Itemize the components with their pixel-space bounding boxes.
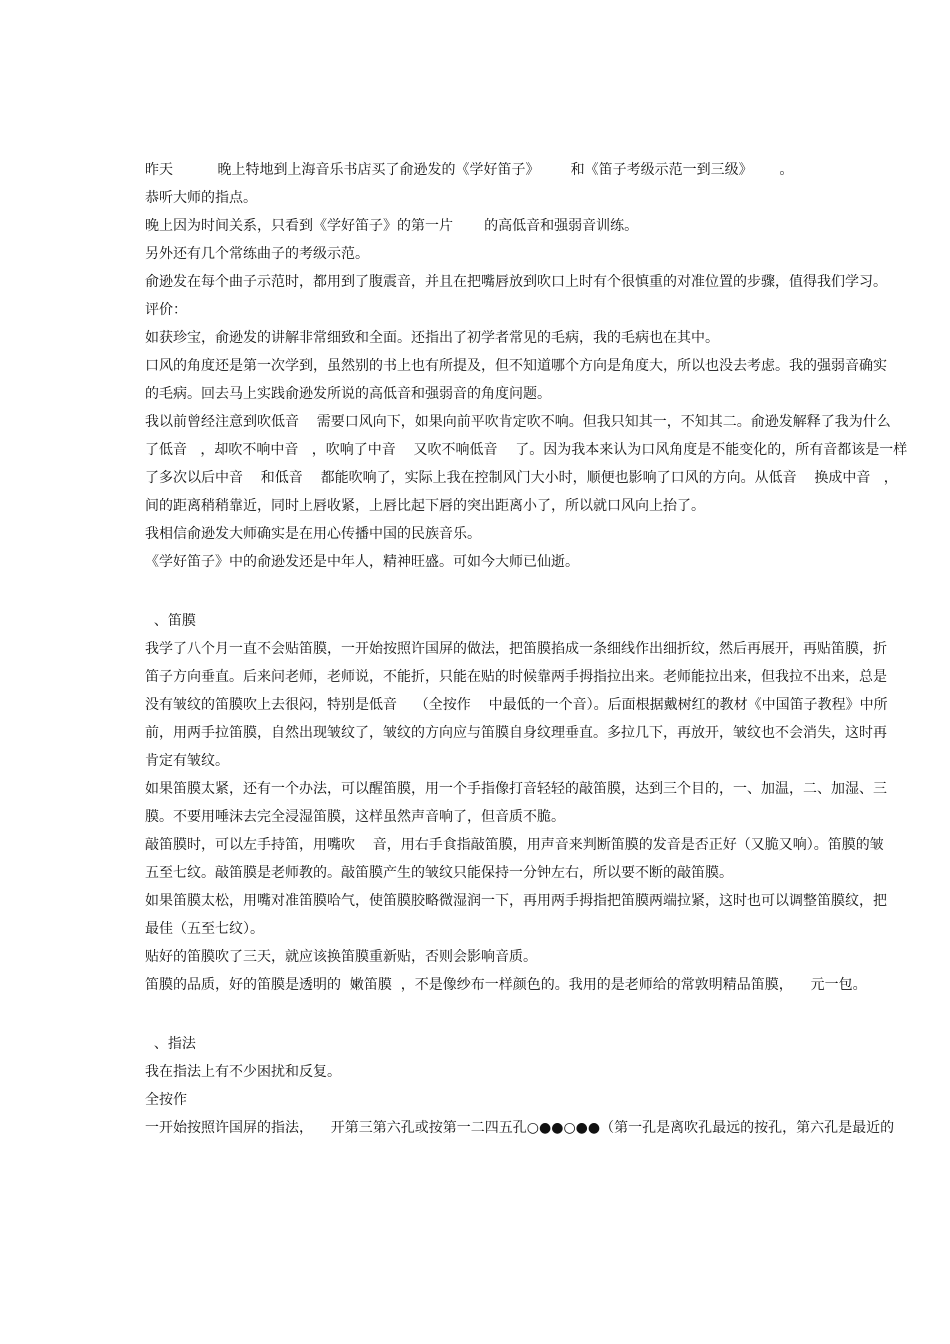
paragraph-line: 肯定有皱纹。 (145, 753, 229, 769)
paragraph-line: 了多次以后中音 和低音 都能吹响了，实际上我在控制风门大小时，顺便也影响了口风的方向。从低音 换成中音 ， (145, 470, 898, 486)
paragraph-line: 最佳（五至七纹）。 (145, 921, 264, 937)
document-body (145, 156, 950, 1142)
paragraph-line: 笛子方向垂直。后来问老师，老师说，不能折，只能在贴的时候靠两手拇指拉出来。老师能拉出来，但我拉不出来，总是 (145, 669, 887, 685)
paragraph-line: 我以前曾经注意到吹低音 需要口风向下，如果向前平吹肯定吹不响。但我只知其一，不知其二。俞逊发解释了我为什么 (145, 414, 891, 430)
paragraph-line: 我在指法上有不少困扰和反复。 (145, 1064, 341, 1080)
section-gap (145, 999, 950, 1030)
paragraph-line: 笛膜的品质，好的笛膜是透明的 嫩笛膜 ，不是像纱布一样颜色的。我用的是老师给的常敦明精品笛膜， 元一包。 (145, 977, 867, 993)
paragraph-line: 俞逊发在每个曲子示范时，都用到了腹震音，并且在把嘴唇放到吹口上时有个很慎重的对准位置的步骤，值得我们学习。 (145, 274, 887, 290)
section-heading-fingering: 、指法 (145, 1036, 196, 1052)
paragraph-line: 敲笛膜时，可以左手持笛，用嘴吹 音，用右手食指敲笛膜，用声音来判断笛膜的发音是否正好（又脆又响）。笛膜的皱 (145, 837, 884, 853)
paragraph-line: 《学好笛子》中的俞逊发还是中年人，精神旺盛。可如今大师已仙逝。 (145, 554, 579, 570)
paragraph-line: 膜。不要用唾沫去完全浸湿笛膜，这样虽然声音响了，但音质不脆。 (145, 809, 565, 825)
paragraph-line: 贴好的笛膜吹了三天，就应该换笛膜重新贴，否则会影响音质。 (145, 949, 537, 965)
paragraph-line: 我学了八个月一直不会贴笛膜，一开始按照许国屏的做法，把笛膜掐成一条细线作出细折纹，然后再展开，再贴笛膜，折 (145, 641, 887, 657)
paragraph-line: 没有皱纹的笛膜吹上去很闷，特别是低音 （全按作 中最低的一个音）。后面根据戴树红的教材《中国笛子教程》中所 (145, 697, 888, 713)
paragraph-line: 一开始按照许国屏的指法， 开第三第六孔或按第一二四五孔○●●○●●（第一孔是离吹孔最远的按孔，第六孔是最近的 (145, 1120, 895, 1136)
paragraph-line: 评价： (145, 302, 187, 318)
paragraph-line: 我相信俞逊发大师确实是在用心传播中国的民族音乐。 (145, 526, 481, 542)
paragraph-line: 全按作 (145, 1092, 187, 1108)
paragraph-line: 间的距离稍稍靠近，同时上唇收紧，上唇比起下唇的突出距离小了，所以就口风向上抬了。 (145, 498, 705, 514)
paragraph-line: 恭听大师的指点。 (145, 190, 257, 206)
section-gap (145, 576, 950, 607)
paragraph-line: 前，用两手拉笛膜，自然出现皱纹了，皱纹的方向应与笛膜自身纹理垂直。多拉几下，再放开，皱纹也不会消失，这时再 (145, 725, 887, 741)
paragraph-line: 昨天 晚上特地到上海音乐书店买了俞逊发的《学好笛子》 和《笛子考级示范一到三级》 。 (145, 162, 794, 178)
paragraph-line: 如果笛膜太紧，还有一个办法，可以醒笛膜，用一个手指像打音轻轻的敲笛膜，达到三个目的，一、加温，二、加湿、三 (145, 781, 887, 797)
paragraph-line: 晚上因为时间关系，只看到《学好笛子》的第一片 的高低音和强弱音训练。 (145, 218, 639, 234)
paragraph-line: 口风的角度还是第一次学到，虽然别的书上也有所提及，但不知道哪个方向是角度大，所以也没去考虑。我的强弱音确实 (145, 358, 887, 374)
paragraph-line: 如获珍宝，俞逊发的讲解非常细致和全面。还指出了初学者常见的毛病，我的毛病也在其中。 (145, 330, 719, 346)
paragraph-line: 了低音 ，却吹不响中音 ，吹响了中音 又吹不响低音 了。因为我本来认为口风角度是不能变化的，所有音都该是一样 (145, 442, 908, 458)
paragraph-line: 五至七纹。敲笛膜是老师教的。敲笛膜产生的皱纹只能保持一分钟左右，所以要不断的敲笛膜。 (145, 865, 733, 881)
paragraph-line: 另外还有几个常练曲子的考级示范。 (145, 246, 369, 262)
paragraph-line: 如果笛膜太松，用嘴对准笛膜哈气，使笛膜胶略微湿润一下，再用两手拇指把笛膜两端拉紧，这时也可以调整笛膜纹，把 (145, 893, 887, 909)
paragraph-line: 的毛病。回去马上实践俞逊发所说的高低音和强弱音的角度问题。 (145, 386, 551, 402)
section-heading-flute-membrane: 、笛膜 (145, 613, 196, 629)
